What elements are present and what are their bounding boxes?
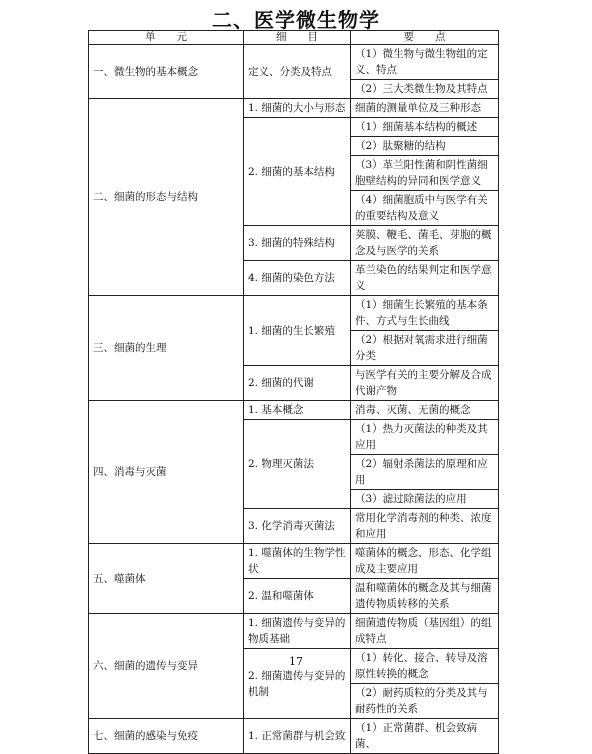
point-cell: （1）微生物与微生物组的定义、特点	[351, 45, 499, 80]
item-cell: 1. 正常菌群与机会致	[244, 719, 351, 754]
point-cell: （1）正常菌群、机会致病菌、	[351, 719, 499, 754]
point-cell: （1）细菌生长繁殖的基本条件、方式与生长曲线	[351, 296, 499, 331]
unit-cell: 六、细菌的遗传与变异	[89, 614, 244, 719]
point-cell: 与医学有关的主要分解及合成代谢产物	[351, 366, 499, 401]
item-cell: 3. 化学消毒灭菌法	[244, 509, 351, 544]
item-cell: 2. 细菌的基本结构	[244, 118, 351, 226]
item-cell: 1. 噬菌体的生物学性状	[244, 544, 351, 579]
point-cell: 荚膜、鞭毛、菌毛、芽胞的概念及与医学的关系	[351, 226, 499, 261]
table-row	[89, 401, 499, 420]
table-row	[89, 544, 499, 579]
point-cell: （1）热力灭菌法的种类及其应用	[351, 420, 499, 455]
header-item: 细 目	[244, 31, 351, 45]
unit-cell: 五、噬菌体	[89, 544, 244, 614]
item-cell: 4. 细菌的染色方法	[244, 261, 351, 296]
item-cell: 2. 细菌的代谢	[244, 366, 351, 401]
table-body	[89, 45, 499, 754]
unit-cell: 一、微生物的基本概念	[89, 45, 244, 99]
table-row	[89, 99, 499, 118]
point-cell: 革兰染色的结果判定和医学意义	[351, 261, 499, 296]
item-cell: 2. 物理灭菌法	[244, 420, 351, 509]
point-cell: 常用化学消毒剂的种类、浓度和应用	[351, 509, 499, 544]
point-cell: （2）辐射杀菌法的原理和应用	[351, 455, 499, 490]
item-cell: 定义、分类及特点	[244, 45, 351, 99]
point-cell: （2）三大类微生物及其特点	[351, 80, 499, 99]
point-cell: （3）滤过除菌法的应用	[351, 490, 499, 509]
header-points: 要 点	[351, 31, 499, 45]
syllabus-table	[88, 30, 498, 754]
header-unit: 单 元	[89, 31, 244, 45]
item-cell: 3. 细菌的特殊结构	[244, 226, 351, 261]
point-cell: （1）转化、接合、转导及溶原性转换的概念	[351, 649, 499, 684]
point-cell: 消毒、灭菌、无菌的概念	[351, 401, 499, 420]
point-cell: （2）耐药质粒的分类及其与耐药性的关系	[351, 684, 499, 719]
item-cell: 2. 细菌遗传与变异的机制	[244, 649, 351, 719]
point-cell: 细菌遗传物质（基因组）的组成特点	[351, 614, 499, 649]
item-cell: 1. 细菌的大小与形态	[244, 99, 351, 118]
point-cell: 细菌的测量单位及三种形态	[351, 99, 499, 118]
point-cell: （3）革兰阳性菌和阴性菌细胞壁结构的异同和医学意义	[351, 156, 499, 191]
point-cell: （4）细菌胞质中与医学有关的重要结构及意义	[351, 191, 499, 226]
point-cell: （1）细菌基本结构的概述	[351, 118, 499, 137]
page-number: 17	[289, 655, 303, 668]
table-row	[89, 45, 499, 80]
item-cell: 1. 基本概念	[244, 401, 351, 420]
item-cell: 2. 温和噬菌体	[244, 579, 351, 614]
unit-cell: 七、细菌的感染与免疫	[89, 719, 244, 754]
unit-cell: 四、消毒与灭菌	[89, 401, 244, 544]
table-header-row	[89, 31, 499, 45]
page-title: 二、医学微生物学	[212, 8, 380, 32]
unit-cell: 三、细菌的生理	[89, 296, 244, 401]
point-cell: 温和噬菌体的概念及其与细菌遗传物质转移的关系	[351, 579, 499, 614]
table-row	[89, 296, 499, 331]
table-row	[89, 614, 499, 649]
unit-cell: 二、细菌的形态与结构	[89, 99, 244, 296]
item-cell: 1. 细菌遗传与变异的物质基础	[244, 614, 351, 649]
table-row	[89, 719, 499, 754]
point-cell: 噬菌体的概念、形态、化学组成及主要应用	[351, 544, 499, 579]
point-cell: （2）肽聚糖的结构	[351, 137, 499, 156]
point-cell: （2）根据对氧需求进行细菌分类	[351, 331, 499, 366]
item-cell: 1. 细菌的生长繁殖	[244, 296, 351, 366]
